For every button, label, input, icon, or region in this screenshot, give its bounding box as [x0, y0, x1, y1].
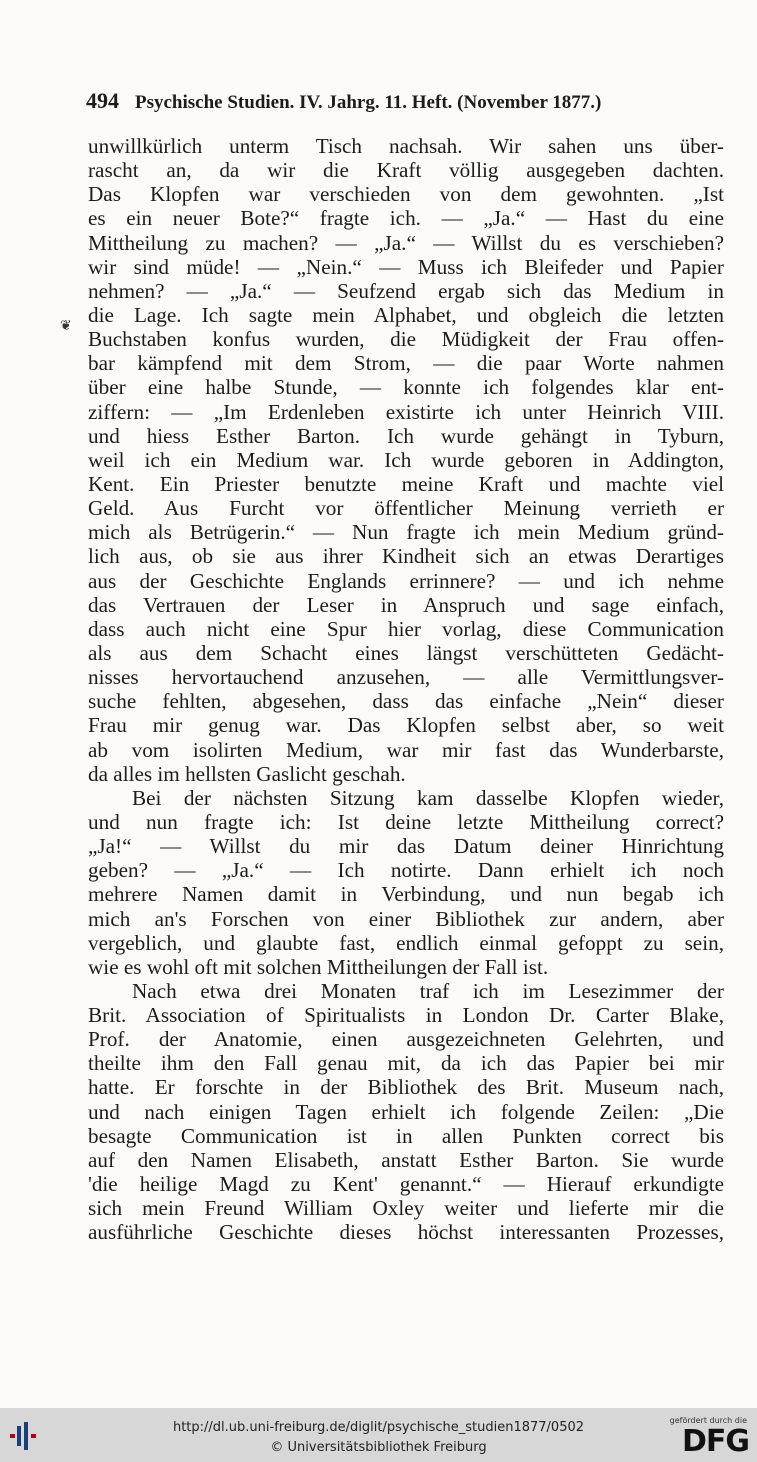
text-line: Brit. Association of Spiritualists in London Dr. Carter Blake,: [88, 1003, 724, 1028]
text-line: Bei der nächsten Sitzung kam dasselbe Klopfen wieder,: [132, 785, 724, 810]
text-line: über eine halbe Stunde, — konnte ich folgendes klar ent-: [88, 375, 724, 400]
text-line: Prof. der Anatomie, einen ausgezeichneten Gelehrten, und: [88, 1027, 724, 1052]
text-line: aus der Geschichte Englands errinnere? — und ich nehme: [88, 568, 724, 593]
text-line: Nach etwa drei Monaten traf ich im Lesezimmer der: [132, 978, 724, 1003]
text-line: mich an's Forschen von einer Bibliothek zur andern, aber: [88, 906, 724, 931]
source-url[interactable]: http://dl.ub.uni-freiburg.de/diglit/psychische_studien1877/0502: [172, 1420, 585, 1435]
text-line: mich als Betrügerin.“ — Nun fragte ich mein Medium gründ-: [88, 520, 724, 545]
text-line: wir sind müde! — „Nein.“ — Muss ich Bleifeder und Papier: [88, 254, 724, 279]
running-title: Psychische Studien. IV. Jahrg. 11. Heft. (November 1877.): [135, 92, 602, 113]
text-line: 'die heilige Magd zu Kent' genannt.“ — Hierauf erkundigte: [88, 1172, 724, 1197]
footer-bar: [0, 1408, 757, 1462]
dfg-logo: [665, 1416, 749, 1458]
text-line: Buchstaben konfus wurden, die Müdigkeit der Frau offen-: [88, 327, 724, 352]
text-line: rascht an, da wir die Kraft völlig ausgegeben dachten.: [88, 158, 724, 183]
page-number: 494: [86, 88, 119, 113]
dfg-wordmark: DFG: [681, 1424, 749, 1459]
text-line: ausführliche Geschichte dieses höchst interessanten Prozesses,: [88, 1220, 724, 1245]
dfg-caption: gefördert durch die: [669, 1416, 747, 1425]
text-line: ziffern: — „Im Erdenleben existirte ich unter Heinrich VIII.: [88, 399, 724, 424]
text-line: Geld. Aus Furcht vor öffentlicher Meinung verrieth er: [88, 496, 724, 521]
text-line: auf den Namen Elisabeth, anstatt Esther Barton. Sie wurde: [88, 1147, 724, 1172]
text-line: da alles im hellsten Gaslicht geschah.: [88, 761, 406, 786]
text-line: es ein neuer Bote?“ fragte ich. — „Ja.“ — Hast du eine: [88, 206, 724, 231]
body-text: [88, 134, 724, 1244]
text-line: lich aus, ob sie aus ihrer Kindheit sich an etwas Derartiges: [88, 544, 724, 569]
running-header: [86, 88, 706, 118]
text-line: Kent. Ein Priester benutzte meine Kraft und machte viel: [88, 471, 724, 496]
text-line: die Lage. Ich sagte mein Alphabet, und obgleich die letzten: [88, 302, 724, 327]
text-line: weil ich ein Medium war. Ich wurde geboren in Addington,: [88, 447, 724, 472]
text-line: theilte ihm den Fall genau mit, da ich das Papier bei mir: [88, 1051, 724, 1076]
text-line: „Ja!“ — Willst du mir das Datum deiner Hinrichtung: [88, 834, 724, 859]
text-line: Frau mir genug war. Das Klopfen selbst aber, so weit: [88, 713, 724, 738]
text-line: nehmen? — „Ja.“ — Seufzend ergab sich das Medium in: [88, 278, 724, 303]
copyright-notice: © Universitätsbibliothek Freiburg: [270, 1440, 487, 1455]
text-line: ab vom isolirten Medium, war mir fast das Wunderbarste,: [88, 737, 724, 762]
text-line: besagte Communication ist in allen Punkten correct bis: [88, 1123, 724, 1148]
text-line: Das Klopfen war verschieden von dem gewohnten. „Ist: [88, 182, 724, 207]
margin-mark-icon: ❦: [60, 318, 72, 334]
text-line: suche fehlten, abgesehen, dass das einfache „Nein“ dieser: [88, 689, 724, 714]
text-line: als aus dem Schacht eines längst verschütteten Gedächt-: [88, 640, 724, 665]
text-line: und nun fragte ich: Ist deine letzte Mittheilung correct?: [88, 809, 724, 834]
text-line: hatte. Er forschte in der Bibliothek des Brit. Museum nach,: [88, 1075, 724, 1100]
text-line: Mittheilung zu machen? — „Ja.“ — Willst du es verschieben?: [88, 230, 724, 255]
text-line: und nach einigen Tagen erhielt ich folgende Zeilen: „Die: [88, 1099, 724, 1124]
text-line: geben? — „Ja.“ — Ich notirte. Dann erhielt ich noch: [88, 858, 724, 883]
text-line: das Vertrauen der Leser in Anspruch und sage einfach,: [88, 592, 724, 617]
text-line: unwillkürlich unterm Tisch nachsah. Wir sahen uns über-: [88, 134, 724, 158]
text-line: wie es wohl oft mit solchen Mittheilungen der Fall ist.: [88, 954, 549, 979]
text-line: und hiess Esther Barton. Ich wurde gehängt in Tyburn,: [88, 423, 724, 448]
text-line: sich mein Freund William Oxley weiter und lieferte mir die: [88, 1196, 724, 1221]
text-line: bar kämpfend mit dem Strom, — die paar Worte nahmen: [88, 351, 724, 376]
text-line: dass auch nicht eine Spur hier vorlag, diese Communication: [88, 616, 724, 641]
text-line: mehrere Namen damit in Verbindung, und nun begab ich: [88, 882, 724, 907]
text-line: vergeblich, und glaubte fast, endlich einmal gefoppt zu sein,: [88, 930, 724, 955]
text-line: nisses hervortauchend anzusehen, — alle Vermittlungsver-: [88, 665, 724, 690]
